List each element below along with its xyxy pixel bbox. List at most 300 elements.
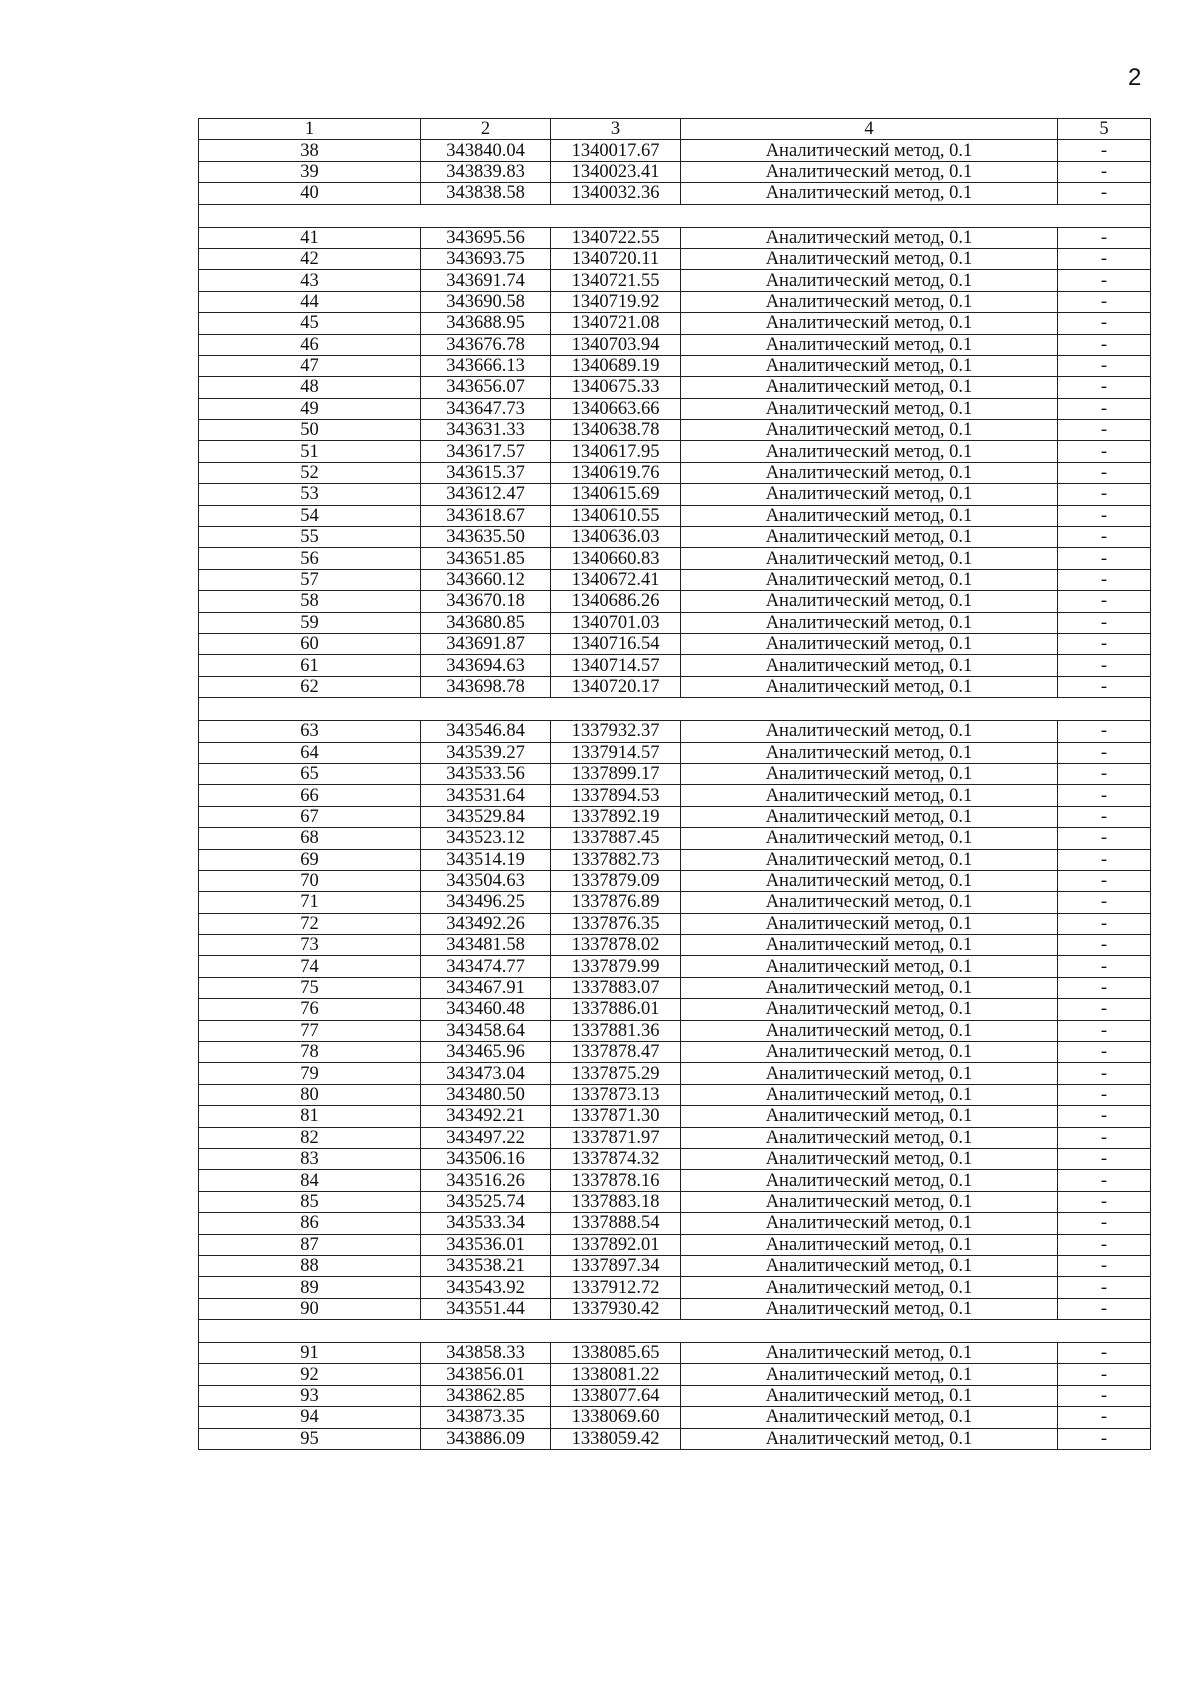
cell-note: -	[1058, 1042, 1151, 1063]
table-row	[199, 1255, 1151, 1276]
table-row	[199, 828, 1151, 849]
cell-method: Аналитический метод, 0.1	[681, 355, 1058, 376]
cell-coord-y: 1337881.36	[551, 1020, 681, 1041]
cell-note: -	[1058, 1364, 1151, 1385]
cell-coord-x: 343525.74	[421, 1191, 551, 1212]
cell-method: Аналитический метод, 0.1	[681, 569, 1058, 590]
cell-point-number: 50	[199, 420, 421, 441]
cell-note: -	[1058, 377, 1151, 398]
cell-coord-y: 1337912.72	[551, 1277, 681, 1298]
cell-coord-y: 1340672.41	[551, 569, 681, 590]
cell-point-number: 89	[199, 1277, 421, 1298]
cell-point-number: 46	[199, 334, 421, 355]
cell-point-number: 40	[199, 183, 421, 204]
cell-point-number: 88	[199, 1255, 421, 1276]
table-row	[199, 441, 1151, 462]
cell-note: -	[1058, 527, 1151, 548]
cell-point-number: 55	[199, 527, 421, 548]
cell-method: Аналитический метод, 0.1	[681, 420, 1058, 441]
cell-coord-x: 343506.16	[421, 1148, 551, 1169]
cell-point-number: 42	[199, 248, 421, 269]
cell-method: Аналитический метод, 0.1	[681, 1170, 1058, 1191]
cell-coord-y: 1340721.55	[551, 270, 681, 291]
cell-note: -	[1058, 398, 1151, 419]
group-separator-cell	[199, 698, 1151, 721]
cell-point-number: 44	[199, 291, 421, 312]
cell-note: -	[1058, 334, 1151, 355]
cell-coord-x: 343618.67	[421, 505, 551, 526]
cell-coord-x: 343546.84	[421, 721, 551, 742]
table-row	[199, 248, 1151, 269]
cell-coord-x: 343538.21	[421, 1255, 551, 1276]
cell-method: Аналитический метод, 0.1	[681, 1298, 1058, 1319]
cell-coord-y: 1340617.95	[551, 441, 681, 462]
cell-method: Аналитический метод, 0.1	[681, 484, 1058, 505]
table-row	[199, 183, 1151, 204]
cell-note: -	[1058, 1343, 1151, 1364]
table-row	[199, 655, 1151, 676]
cell-coord-x: 343693.75	[421, 248, 551, 269]
cell-coord-x: 343886.09	[421, 1428, 551, 1449]
cell-method: Аналитический метод, 0.1	[681, 655, 1058, 676]
cell-point-number: 78	[199, 1042, 421, 1063]
cell-method: Аналитический метод, 0.1	[681, 291, 1058, 312]
cell-method: Аналитический метод, 0.1	[681, 377, 1058, 398]
cell-note: -	[1058, 1063, 1151, 1084]
cell-note: -	[1058, 1148, 1151, 1169]
cell-coord-y: 1337878.47	[551, 1042, 681, 1063]
cell-coord-y: 1337892.01	[551, 1234, 681, 1255]
cell-method: Аналитический метод, 0.1	[681, 1127, 1058, 1148]
cell-note: -	[1058, 676, 1151, 697]
cell-method: Аналитический метод, 0.1	[681, 676, 1058, 697]
cell-coord-x: 343631.33	[421, 420, 551, 441]
cell-coord-y: 1340703.94	[551, 334, 681, 355]
cell-coord-y: 1340720.11	[551, 248, 681, 269]
cell-coord-x: 343516.26	[421, 1170, 551, 1191]
cell-point-number: 65	[199, 763, 421, 784]
table-row	[199, 227, 1151, 248]
table-row	[199, 676, 1151, 697]
table-row	[199, 935, 1151, 956]
cell-point-number: 91	[199, 1343, 421, 1364]
cell-coord-x: 343838.58	[421, 183, 551, 204]
cell-note: -	[1058, 313, 1151, 334]
table-row	[199, 291, 1151, 312]
cell-point-number: 76	[199, 999, 421, 1020]
cell-coord-y: 1337897.34	[551, 1255, 681, 1276]
cell-note: -	[1058, 591, 1151, 612]
cell-note: -	[1058, 1255, 1151, 1276]
cell-method: Аналитический метод, 0.1	[681, 1106, 1058, 1127]
group-separator-cell	[199, 1320, 1151, 1343]
table-row	[199, 527, 1151, 548]
cell-coord-y: 1337888.54	[551, 1213, 681, 1234]
cell-point-number: 48	[199, 377, 421, 398]
cell-coord-x: 343460.48	[421, 999, 551, 1020]
cell-coord-y: 1337878.16	[551, 1170, 681, 1191]
table-row	[199, 548, 1151, 569]
table-row	[199, 1127, 1151, 1148]
cell-note: -	[1058, 1170, 1151, 1191]
cell-coord-y: 1340719.92	[551, 291, 681, 312]
cell-note: -	[1058, 633, 1151, 654]
cell-point-number: 49	[199, 398, 421, 419]
cell-coord-y: 1337878.02	[551, 935, 681, 956]
cell-coord-x: 343858.33	[421, 1343, 551, 1364]
cell-point-number: 57	[199, 569, 421, 590]
cell-method: Аналитический метод, 0.1	[681, 398, 1058, 419]
cell-note: -	[1058, 999, 1151, 1020]
cell-method: Аналитический метод, 0.1	[681, 462, 1058, 483]
cell-coord-y: 1340721.08	[551, 313, 681, 334]
cell-method: Аналитический метод, 0.1	[681, 313, 1058, 334]
cell-point-number: 53	[199, 484, 421, 505]
cell-point-number: 60	[199, 633, 421, 654]
cell-note: -	[1058, 569, 1151, 590]
table-row	[199, 1042, 1151, 1063]
cell-method: Аналитический метод, 0.1	[681, 870, 1058, 891]
cell-point-number: 84	[199, 1170, 421, 1191]
cell-method: Аналитический метод, 0.1	[681, 1407, 1058, 1428]
table-row	[199, 334, 1151, 355]
table-row	[199, 1170, 1151, 1191]
cell-coord-y: 1340660.83	[551, 548, 681, 569]
cell-method: Аналитический метод, 0.1	[681, 977, 1058, 998]
cell-point-number: 94	[199, 1407, 421, 1428]
cell-point-number: 81	[199, 1106, 421, 1127]
cell-coord-x: 343465.96	[421, 1042, 551, 1063]
cell-point-number: 63	[199, 721, 421, 742]
cell-coord-x: 343698.78	[421, 676, 551, 697]
cell-method: Аналитический метод, 0.1	[681, 1020, 1058, 1041]
cell-point-number: 74	[199, 956, 421, 977]
cell-method: Аналитический метод, 0.1	[681, 721, 1058, 742]
cell-point-number: 79	[199, 1063, 421, 1084]
cell-coord-x: 343458.64	[421, 1020, 551, 1041]
cell-coord-x: 343670.18	[421, 591, 551, 612]
cell-note: -	[1058, 828, 1151, 849]
cell-method: Аналитический метод, 0.1	[681, 1084, 1058, 1105]
cell-note: -	[1058, 849, 1151, 870]
cell-point-number: 72	[199, 913, 421, 934]
cell-coord-x: 343676.78	[421, 334, 551, 355]
cell-point-number: 62	[199, 676, 421, 697]
cell-point-number: 80	[199, 1084, 421, 1105]
cell-note: -	[1058, 270, 1151, 291]
table-row	[199, 1385, 1151, 1406]
cell-coord-x: 343647.73	[421, 398, 551, 419]
cell-coord-y: 1337876.89	[551, 892, 681, 913]
cell-coord-x: 343635.50	[421, 527, 551, 548]
cell-coord-y: 1340610.55	[551, 505, 681, 526]
cell-coord-x: 343617.57	[421, 441, 551, 462]
cell-point-number: 52	[199, 462, 421, 483]
cell-point-number: 39	[199, 161, 421, 182]
cell-coord-y: 1337914.57	[551, 742, 681, 763]
cell-method: Аналитический метод, 0.1	[681, 828, 1058, 849]
table-row	[199, 1148, 1151, 1169]
cell-coord-y: 1337892.19	[551, 806, 681, 827]
cell-point-number: 64	[199, 742, 421, 763]
cell-note: -	[1058, 1407, 1151, 1428]
cell-coord-x: 343504.63	[421, 870, 551, 891]
cell-coord-x: 343523.12	[421, 828, 551, 849]
table-row	[199, 377, 1151, 398]
cell-coord-y: 1337886.01	[551, 999, 681, 1020]
cell-note: -	[1058, 1213, 1151, 1234]
cell-note: -	[1058, 140, 1151, 161]
cell-coord-y: 1340716.54	[551, 633, 681, 654]
cell-coord-x: 343473.04	[421, 1063, 551, 1084]
cell-method: Аналитический метод, 0.1	[681, 763, 1058, 784]
cell-method: Аналитический метод, 0.1	[681, 633, 1058, 654]
cell-method: Аналитический метод, 0.1	[681, 527, 1058, 548]
cell-method: Аналитический метод, 0.1	[681, 1063, 1058, 1084]
table-row	[199, 1191, 1151, 1212]
cell-coord-y: 1340663.66	[551, 398, 681, 419]
cell-coord-x: 343660.12	[421, 569, 551, 590]
cell-coord-y: 1340615.69	[551, 484, 681, 505]
cell-note: -	[1058, 161, 1151, 182]
table-row	[199, 763, 1151, 784]
cell-coord-y: 1340032.36	[551, 183, 681, 204]
cell-coord-x: 343536.01	[421, 1234, 551, 1255]
cell-note: -	[1058, 935, 1151, 956]
table-row	[199, 161, 1151, 182]
cell-coord-y: 1340638.78	[551, 420, 681, 441]
table-row	[199, 721, 1151, 742]
cell-method: Аналитический метод, 0.1	[681, 591, 1058, 612]
table-row	[199, 1364, 1151, 1385]
cell-point-number: 56	[199, 548, 421, 569]
cell-method: Аналитический метод, 0.1	[681, 505, 1058, 526]
table-row	[199, 591, 1151, 612]
cell-method: Аналитический метод, 0.1	[681, 441, 1058, 462]
header-col-4: 4	[681, 119, 1058, 140]
cell-coord-x: 343543.92	[421, 1277, 551, 1298]
cell-note: -	[1058, 1428, 1151, 1449]
cell-point-number: 87	[199, 1234, 421, 1255]
cell-coord-x: 343551.44	[421, 1298, 551, 1319]
table-row	[199, 913, 1151, 934]
cell-point-number: 95	[199, 1428, 421, 1449]
cell-method: Аналитический метод, 0.1	[681, 1042, 1058, 1063]
cell-note: -	[1058, 785, 1151, 806]
cell-point-number: 73	[199, 935, 421, 956]
cell-note: -	[1058, 870, 1151, 891]
group-separator-cell	[199, 204, 1151, 227]
cell-coord-y: 1337887.45	[551, 828, 681, 849]
cell-coord-y: 1337879.99	[551, 956, 681, 977]
table-row	[199, 462, 1151, 483]
cell-note: -	[1058, 1191, 1151, 1212]
cell-coord-x: 343690.58	[421, 291, 551, 312]
table-row	[199, 633, 1151, 654]
table-row	[199, 140, 1151, 161]
table-row	[199, 1298, 1151, 1319]
table-row	[199, 870, 1151, 891]
cell-coord-x: 343474.77	[421, 956, 551, 977]
cell-method: Аналитический метод, 0.1	[681, 956, 1058, 977]
cell-note: -	[1058, 1385, 1151, 1406]
cell-coord-y: 1340720.17	[551, 676, 681, 697]
cell-note: -	[1058, 420, 1151, 441]
cell-method: Аналитический метод, 0.1	[681, 548, 1058, 569]
cell-method: Аналитический метод, 0.1	[681, 140, 1058, 161]
cell-coord-y: 1340675.33	[551, 377, 681, 398]
table-row	[199, 999, 1151, 1020]
cell-coord-x: 343666.13	[421, 355, 551, 376]
table-row	[199, 313, 1151, 334]
cell-coord-x: 343688.95	[421, 313, 551, 334]
table-row	[199, 484, 1151, 505]
cell-coord-x: 343492.26	[421, 913, 551, 934]
cell-note: -	[1058, 548, 1151, 569]
table-row	[199, 1407, 1151, 1428]
cell-coord-y: 1337871.97	[551, 1127, 681, 1148]
cell-method: Аналитический метод, 0.1	[681, 183, 1058, 204]
cell-coord-y: 1337899.17	[551, 763, 681, 784]
cell-note: -	[1058, 1127, 1151, 1148]
cell-method: Аналитический метод, 0.1	[681, 1148, 1058, 1169]
cell-coord-x: 343695.56	[421, 227, 551, 248]
cell-method: Аналитический метод, 0.1	[681, 913, 1058, 934]
cell-note: -	[1058, 913, 1151, 934]
table-row	[199, 806, 1151, 827]
cell-method: Аналитический метод, 0.1	[681, 1213, 1058, 1234]
cell-coord-y: 1340017.67	[551, 140, 681, 161]
cell-coord-y: 1337873.13	[551, 1084, 681, 1105]
cell-method: Аналитический метод, 0.1	[681, 1428, 1058, 1449]
cell-coord-x: 343680.85	[421, 612, 551, 633]
cell-method: Аналитический метод, 0.1	[681, 1385, 1058, 1406]
cell-coord-x: 343612.47	[421, 484, 551, 505]
cell-method: Аналитический метод, 0.1	[681, 334, 1058, 355]
cell-method: Аналитический метод, 0.1	[681, 248, 1058, 269]
table-row	[199, 1213, 1151, 1234]
cell-coord-y: 1337930.42	[551, 1298, 681, 1319]
table-body	[199, 140, 1151, 1450]
cell-point-number: 61	[199, 655, 421, 676]
cell-method: Аналитический метод, 0.1	[681, 892, 1058, 913]
table-row	[199, 1063, 1151, 1084]
cell-point-number: 69	[199, 849, 421, 870]
cell-coord-x: 343533.34	[421, 1213, 551, 1234]
cell-coord-y: 1337883.07	[551, 977, 681, 998]
cell-point-number: 90	[199, 1298, 421, 1319]
cell-coord-x: 343840.04	[421, 140, 551, 161]
cell-point-number: 58	[199, 591, 421, 612]
cell-point-number: 85	[199, 1191, 421, 1212]
cell-method: Аналитический метод, 0.1	[681, 1255, 1058, 1276]
cell-coord-y: 1337883.18	[551, 1191, 681, 1212]
cell-note: -	[1058, 806, 1151, 827]
header-row	[199, 119, 1151, 140]
cell-method: Аналитический метод, 0.1	[681, 1343, 1058, 1364]
cell-coord-x: 343615.37	[421, 462, 551, 483]
cell-coord-y: 1337882.73	[551, 849, 681, 870]
table-row	[199, 398, 1151, 419]
cell-note: -	[1058, 1084, 1151, 1105]
table-row	[199, 420, 1151, 441]
cell-coord-x: 343467.91	[421, 977, 551, 998]
cell-method: Аналитический метод, 0.1	[681, 806, 1058, 827]
cell-note: -	[1058, 227, 1151, 248]
table-row	[199, 977, 1151, 998]
coordinates-table	[198, 118, 1151, 1450]
cell-coord-x: 343529.84	[421, 806, 551, 827]
cell-method: Аналитический метод, 0.1	[681, 785, 1058, 806]
cell-point-number: 41	[199, 227, 421, 248]
cell-point-number: 83	[199, 1148, 421, 1169]
cell-method: Аналитический метод, 0.1	[681, 1364, 1058, 1385]
cell-note: -	[1058, 1020, 1151, 1041]
table-row	[199, 956, 1151, 977]
table-row	[199, 1343, 1151, 1364]
cell-method: Аналитический метод, 0.1	[681, 935, 1058, 956]
cell-method: Аналитический метод, 0.1	[681, 612, 1058, 633]
cell-note: -	[1058, 1106, 1151, 1127]
cell-coord-x: 343480.50	[421, 1084, 551, 1105]
header-col-3: 3	[551, 119, 681, 140]
cell-method: Аналитический метод, 0.1	[681, 227, 1058, 248]
cell-point-number: 71	[199, 892, 421, 913]
cell-note: -	[1058, 291, 1151, 312]
header-col-5: 5	[1058, 119, 1151, 140]
cell-coord-y: 1337894.53	[551, 785, 681, 806]
cell-coord-x: 343539.27	[421, 742, 551, 763]
cell-coord-y: 1337932.37	[551, 721, 681, 742]
table-row	[199, 569, 1151, 590]
cell-method: Аналитический метод, 0.1	[681, 742, 1058, 763]
cell-point-number: 43	[199, 270, 421, 291]
cell-note: -	[1058, 742, 1151, 763]
cell-note: -	[1058, 655, 1151, 676]
cell-coord-y: 1340701.03	[551, 612, 681, 633]
cell-note: -	[1058, 892, 1151, 913]
cell-coord-x: 343691.87	[421, 633, 551, 654]
cell-coord-y: 1340722.55	[551, 227, 681, 248]
table-row	[199, 1428, 1151, 1449]
cell-point-number: 77	[199, 1020, 421, 1041]
table-row	[199, 505, 1151, 526]
table-row	[199, 1084, 1151, 1105]
cell-coord-x: 343531.64	[421, 785, 551, 806]
cell-method: Аналитический метод, 0.1	[681, 1234, 1058, 1255]
cell-coord-y: 1340689.19	[551, 355, 681, 376]
cell-point-number: 45	[199, 313, 421, 334]
cell-coord-y: 1338081.22	[551, 1364, 681, 1385]
cell-point-number: 86	[199, 1213, 421, 1234]
table-row	[199, 742, 1151, 763]
table-row	[199, 1106, 1151, 1127]
cell-point-number: 51	[199, 441, 421, 462]
cell-point-number: 92	[199, 1364, 421, 1385]
cell-note: -	[1058, 721, 1151, 742]
cell-coord-x: 343694.63	[421, 655, 551, 676]
page-number: 2	[1128, 64, 1142, 91]
cell-point-number: 38	[199, 140, 421, 161]
cell-coord-y: 1337876.35	[551, 913, 681, 934]
cell-note: -	[1058, 1234, 1151, 1255]
cell-coord-x: 343691.74	[421, 270, 551, 291]
cell-point-number: 54	[199, 505, 421, 526]
cell-coord-x: 343497.22	[421, 1127, 551, 1148]
cell-coord-x: 343533.56	[421, 763, 551, 784]
table-row	[199, 892, 1151, 913]
cell-coord-y: 1337879.09	[551, 870, 681, 891]
